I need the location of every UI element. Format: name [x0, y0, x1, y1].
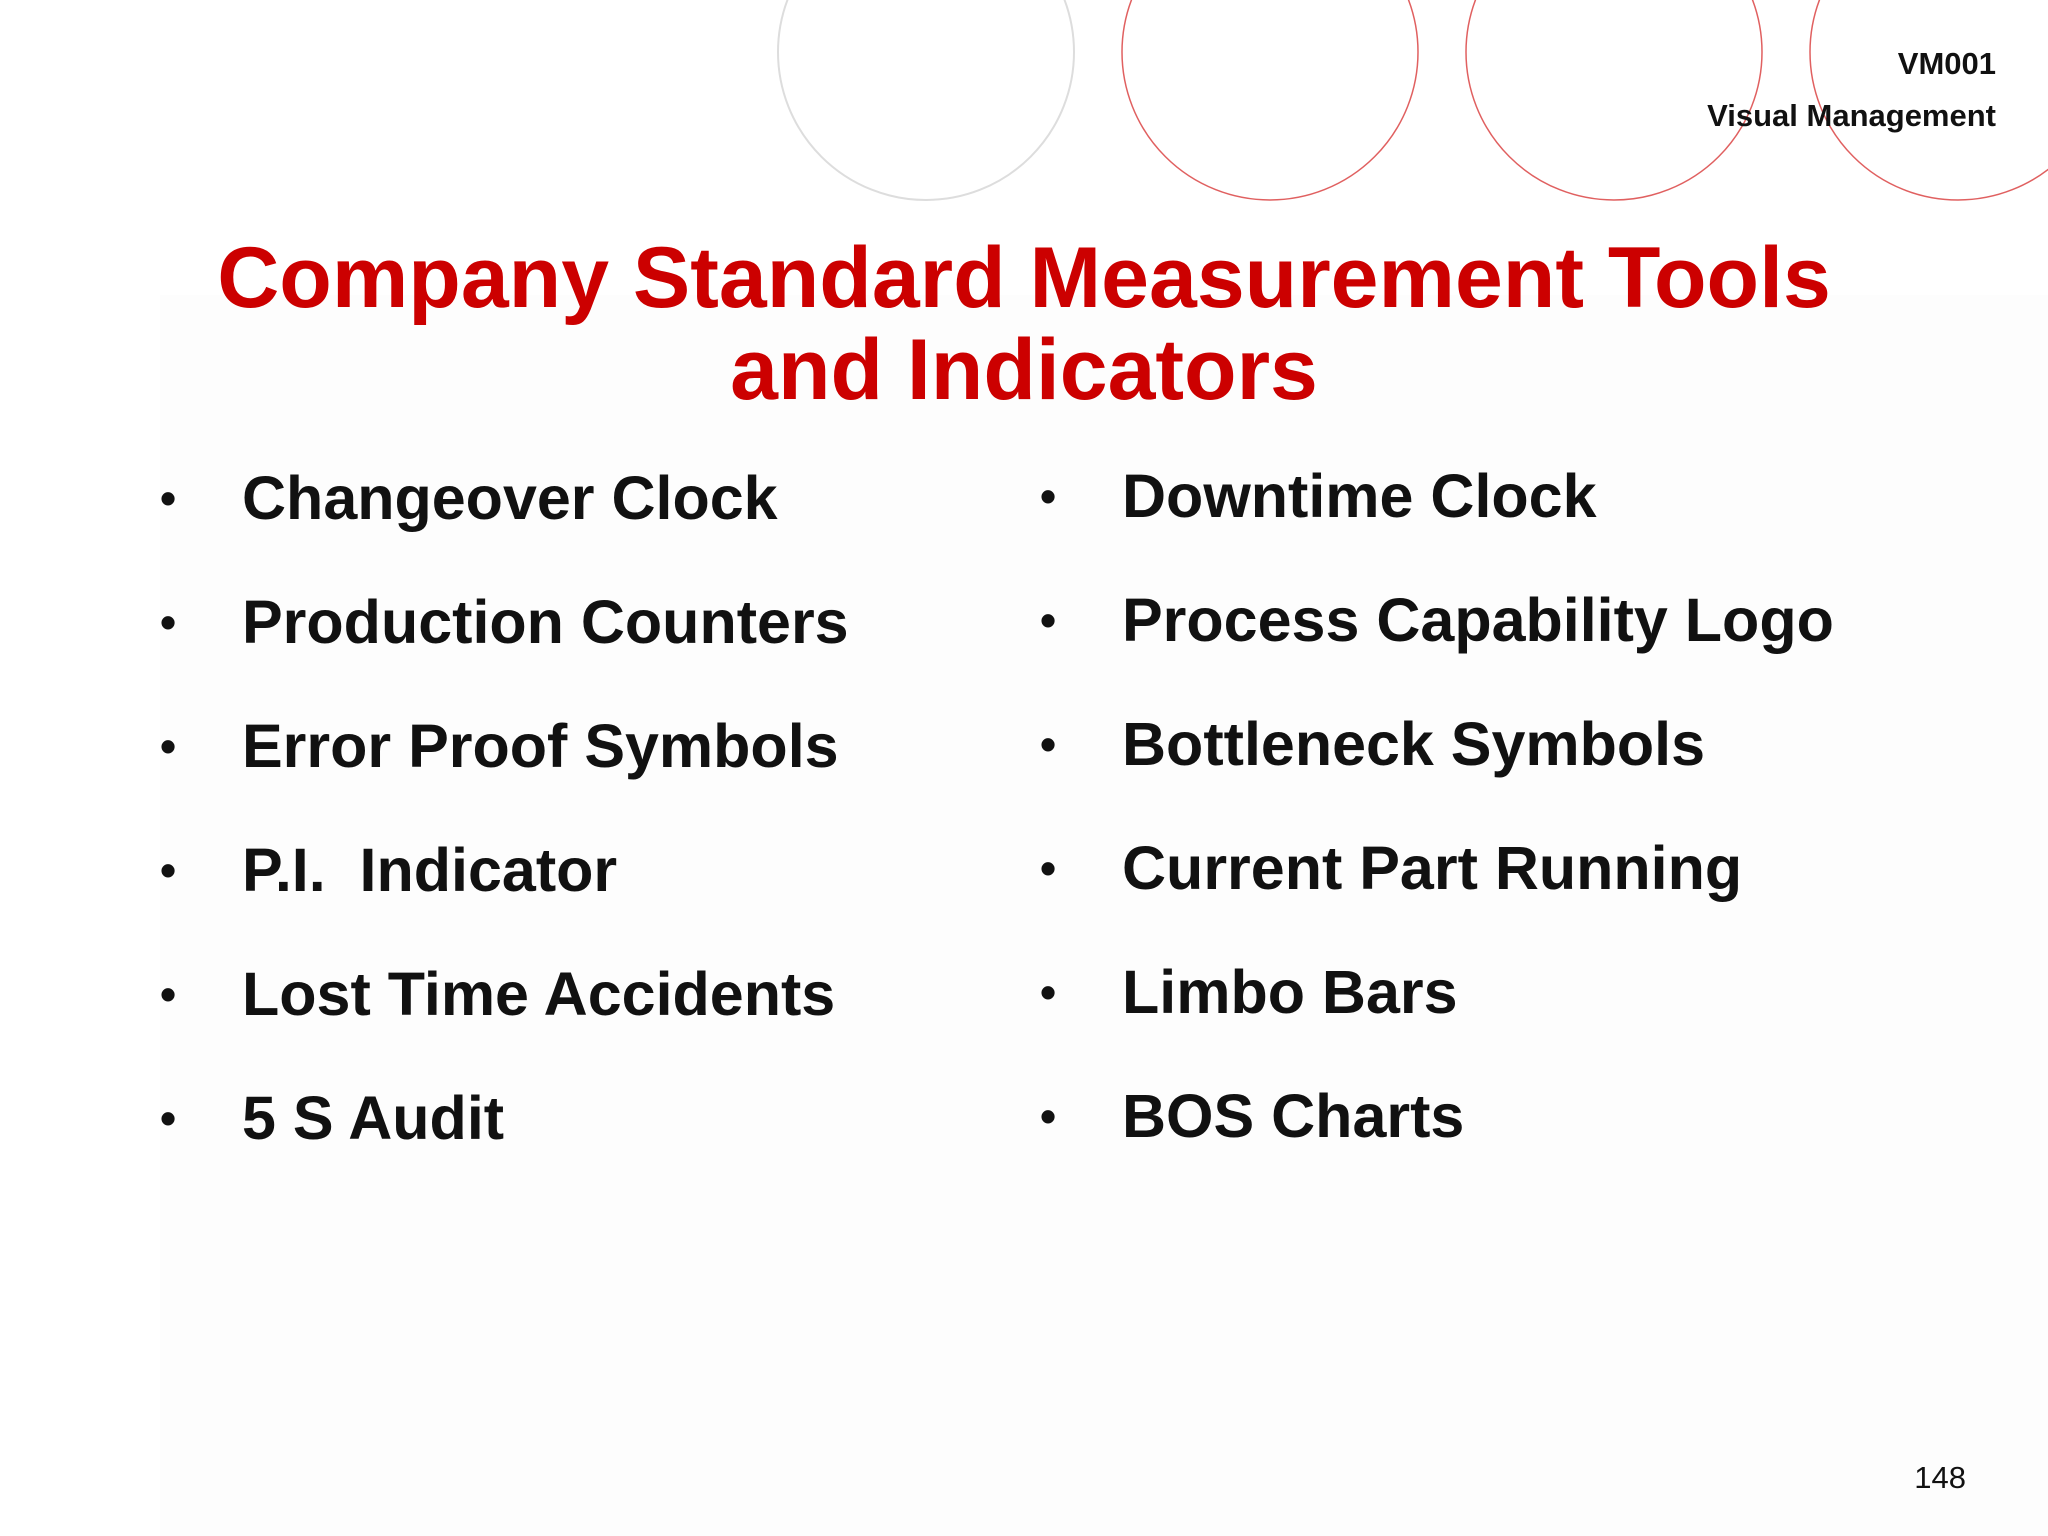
left-bullet-list — [160, 452, 849, 1196]
list-item-label: Current Part Running — [1122, 834, 1743, 902]
list-item — [1040, 1070, 1465, 1194]
list-item-label: Process Capability Logo — [1122, 586, 1834, 654]
list-item — [160, 824, 618, 948]
list-item-label: P.I. Indicator — [242, 836, 618, 904]
bullet-icon: • — [1040, 966, 1057, 1018]
list-item-label: Production Counters — [242, 588, 849, 656]
list-item — [1040, 450, 1597, 574]
list-item-label: BOS Charts — [1122, 1082, 1465, 1150]
list-item-label: Error Proof Symbols — [242, 712, 839, 780]
bullet-icon: • — [160, 596, 177, 648]
list-item — [1040, 574, 1834, 698]
decorative-circle-red-1 — [1122, 0, 1418, 200]
list-item — [160, 576, 849, 700]
bullet-icon: • — [160, 1092, 177, 1144]
right-bullet-list — [1040, 450, 1834, 1194]
list-item-label: Bottleneck Symbols — [1122, 710, 1706, 778]
bullet-icon: • — [160, 720, 177, 772]
list-item — [160, 700, 839, 824]
list-item — [160, 948, 836, 1072]
list-item — [160, 1072, 505, 1196]
list-item-label: Downtime Clock — [1122, 462, 1597, 530]
slide-title — [0, 232, 2048, 416]
list-item — [1040, 698, 1706, 822]
list-item-label: 5 S Audit — [242, 1084, 505, 1152]
list-item-label: Changeover Clock — [242, 464, 778, 532]
bullet-icon: • — [1040, 470, 1057, 522]
slide-title-line-1: Company Standard Measurement Tools — [217, 230, 1831, 326]
slide-title-line-2: and Indicators — [730, 322, 1318, 418]
bullet-icon: • — [1040, 842, 1057, 894]
header-code: VM001 — [1897, 46, 1996, 81]
header-subtitle: Visual Management — [1707, 98, 1996, 133]
bullet-icon: • — [160, 968, 177, 1020]
page-number: 148 — [1914, 1460, 1966, 1495]
bullet-icon: • — [160, 472, 177, 524]
decorative-circle-gray — [778, 0, 1074, 200]
list-item-label: Lost Time Accidents — [242, 960, 836, 1028]
bullet-icon: • — [1040, 594, 1057, 646]
list-item-label: Limbo Bars — [1122, 958, 1458, 1026]
list-item — [1040, 822, 1743, 946]
list-item — [1040, 946, 1458, 1070]
bullet-icon: • — [1040, 718, 1057, 770]
bullet-icon: • — [1040, 1090, 1057, 1142]
list-item — [160, 452, 778, 576]
bullet-icon: • — [160, 844, 177, 896]
